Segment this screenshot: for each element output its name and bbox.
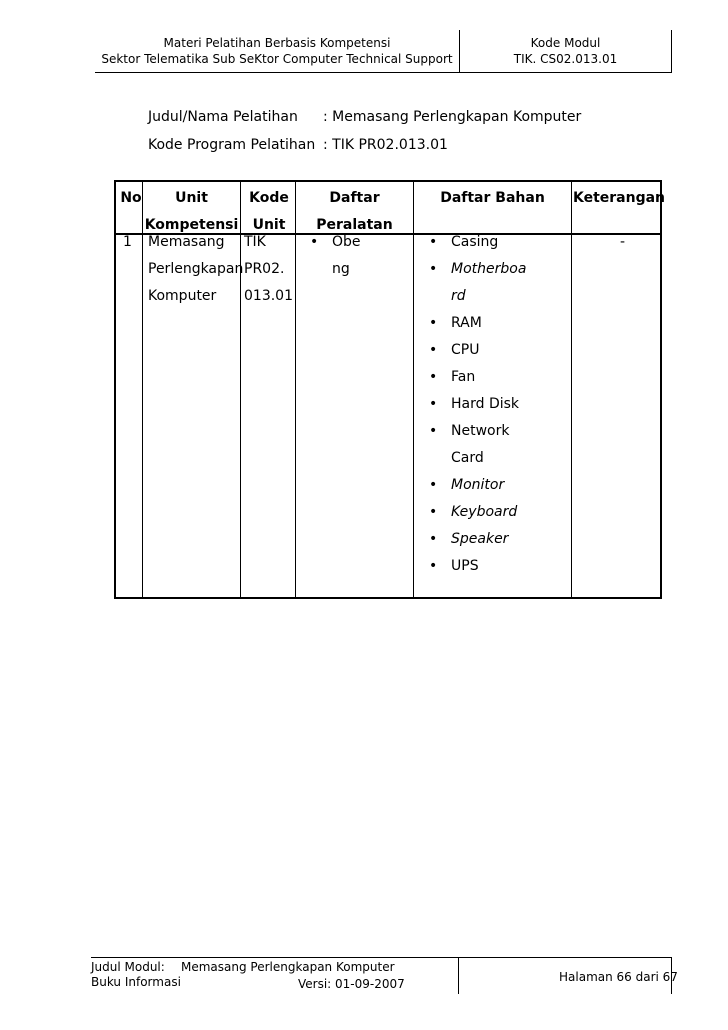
list-item xyxy=(429,283,569,310)
kode-program-label: Kode Program Pelatihan xyxy=(148,137,316,153)
peralatan-item: Obe xyxy=(332,234,361,250)
footer-divider xyxy=(458,958,459,994)
judul-label: Judul/Nama Pelatihan xyxy=(148,109,298,125)
bahan-item: Network xyxy=(451,423,510,439)
footer-versi: Versi: 01-09-2007 xyxy=(298,977,405,991)
bahan-item: UPS xyxy=(451,558,479,574)
bullet-icon: • xyxy=(429,531,438,547)
header-kode-modul-value: TIK. CS02.013.01 xyxy=(513,52,618,66)
kode-program-value: : TIK PR02.013.01 xyxy=(323,137,448,153)
header-kode-modul-label: Kode Modul xyxy=(530,36,601,50)
bahan-item: Monitor xyxy=(451,477,505,493)
list-item xyxy=(429,445,569,472)
th-unit-line1: Unit xyxy=(175,190,208,206)
list-item xyxy=(429,499,569,526)
th-peralatan-line2: Peralatan xyxy=(316,217,393,233)
bahan-item: Motherboa xyxy=(451,261,527,277)
row-unit xyxy=(148,229,243,310)
peralatan-item: ng xyxy=(332,261,350,277)
list-item xyxy=(429,337,569,364)
row-peralatan-list xyxy=(310,229,410,283)
judul-value: : Memasang Perlengkapan Komputer xyxy=(323,109,582,125)
row-kode-line: 013.01 xyxy=(244,288,293,304)
row-bahan-list xyxy=(429,229,569,580)
header-right xyxy=(460,30,671,72)
row-unit-line: Komputer xyxy=(148,288,217,304)
bullet-icon: • xyxy=(429,234,438,250)
bullet-icon: • xyxy=(429,396,438,412)
th-bahan: Daftar Bahan xyxy=(440,190,545,206)
row-unit-line: Perlengkapan xyxy=(148,261,244,277)
bullet-icon: • xyxy=(429,261,438,277)
th-peralatan-line1: Daftar xyxy=(329,190,380,206)
list-item xyxy=(429,310,569,337)
row-no: 1 xyxy=(123,234,132,250)
list-item xyxy=(429,526,569,553)
bahan-item: rd xyxy=(451,288,466,304)
footer-judul-label: Judul Modul: xyxy=(91,960,165,974)
row-keterangan: - xyxy=(620,234,626,250)
row-kode xyxy=(244,229,293,310)
header-sektor: Sektor Telematika Sub SeKtor Computer Technical Support xyxy=(101,52,453,66)
bahan-item: Speaker xyxy=(451,531,509,547)
bahan-item: CPU xyxy=(451,342,480,358)
bullet-icon: • xyxy=(429,423,438,439)
bullet-icon: • xyxy=(429,558,438,574)
list-item xyxy=(429,229,569,256)
th-kode-line1: Kode xyxy=(249,190,289,206)
bahan-item: RAM xyxy=(451,315,482,331)
competency-table xyxy=(114,180,666,599)
list-item xyxy=(310,256,410,283)
row-kode-line: PR02. xyxy=(244,261,285,277)
th-unit-line2: Kompetensi xyxy=(144,217,239,233)
bahan-item: Fan xyxy=(451,369,476,385)
col-divider xyxy=(413,182,414,597)
bullet-icon: • xyxy=(429,477,438,493)
th-kode-line2: Unit xyxy=(252,217,286,233)
bahan-item: Hard Disk xyxy=(451,396,520,412)
footer-buku: Buku Informasi xyxy=(91,975,181,989)
row-kode-line: TIK xyxy=(244,234,266,250)
bahan-item: Card xyxy=(451,450,484,466)
footer-halaman: Halaman 66 dari 67 xyxy=(559,970,678,984)
bahan-item: Keyboard xyxy=(451,504,518,520)
list-item xyxy=(429,364,569,391)
bahan-item: Casing xyxy=(451,234,499,250)
bullet-icon: • xyxy=(429,369,438,385)
col-divider xyxy=(295,182,296,597)
col-divider xyxy=(142,182,143,597)
bullet-icon: • xyxy=(310,234,319,250)
bullet-icon: • xyxy=(429,315,438,331)
page-header xyxy=(95,30,672,73)
list-item xyxy=(429,553,569,580)
list-item xyxy=(429,391,569,418)
list-item xyxy=(429,256,569,283)
list-item xyxy=(429,472,569,499)
row-unit-line: Memasang xyxy=(148,234,225,250)
header-left xyxy=(95,30,460,72)
page-footer xyxy=(91,957,678,994)
bullet-icon: • xyxy=(429,504,438,520)
bullet-icon: • xyxy=(429,342,438,358)
list-item xyxy=(429,418,569,445)
header-materi: Materi Pelatihan Berbasis Kompetensi xyxy=(163,36,391,50)
th-no: No xyxy=(120,190,142,206)
th-keterangan: Keterangan xyxy=(572,190,666,206)
list-item xyxy=(310,229,410,256)
col-divider xyxy=(571,182,572,597)
footer-judul-value: Memasang Perlengkapan Komputer xyxy=(181,960,395,974)
